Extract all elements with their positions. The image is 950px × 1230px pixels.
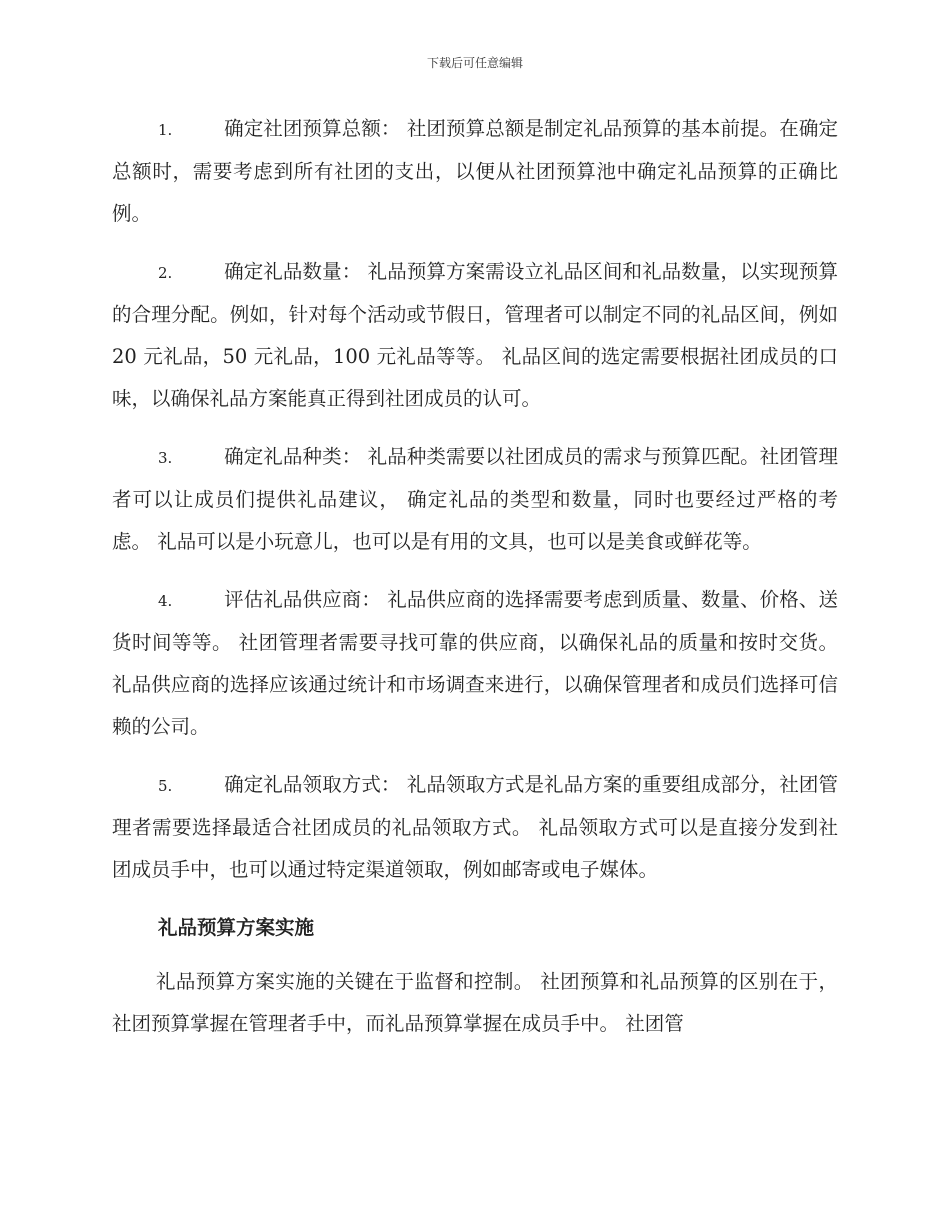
- section-heading: 礼品预算方案实施: [158, 916, 315, 939]
- list-item-number: 3.: [158, 449, 173, 467]
- list-item: [112, 764, 838, 891]
- list-item: [112, 436, 838, 563]
- page-header-watermark: 下载后可任意编辑: [426, 56, 523, 70]
- list-item-number: 1.: [158, 121, 173, 139]
- list-item-number: 5.: [158, 777, 173, 795]
- list-item-text: 确定礼品数量： 礼品预算方案需设立礼品区间和礼品数量，以实现预算的合理分配。例如，针对每个活动或节假日，管理者可以制定不同的礼品区间，例如 20 元礼品，50 元礼品，100 元礼品等等。 礼品区间的选定需要根据社团成员的口味，以确保礼品方案能真正得到社团成员的认可。: [112, 260, 838, 410]
- list-item-text: 确定社团预算总额： 社团预算总额是制定礼品预算的基本前提。在确定总额时，需要考虑到所有社团的支出，以便从社团预算池中确定礼品预算的正确比例。: [112, 117, 838, 225]
- list-item: [112, 579, 838, 748]
- document-body: [112, 108, 838, 1061]
- list-item-text: 确定礼品种类： 礼品种类需要以社团成员的需求与预算匹配。社团管理者可以让成员们提供礼品建议， 确定礼品的类型和数量，同时也要经过严格的考虑。 礼品可以是小玩意儿，也可以是有用的文具，也可以是美食或鲜花等。: [112, 445, 838, 553]
- list-item-number: 4.: [158, 592, 173, 610]
- section-body-text: 礼品预算方案实施的关键在于监督和控制。 社团预算和礼品预算的区别在于， 社团预算掌握在管理者手中，而礼品预算掌握在成员手中。 社团管: [112, 970, 838, 1035]
- list-item: [112, 251, 838, 420]
- list-item-text: 确定礼品领取方式： 礼品领取方式是礼品方案的重要组成部分，社团管理者需要选择最适合社团成员的礼品领取方式。 礼品领取方式可以是直接分发到社团成员手中，也可以通过特定渠道领取，例如邮寄或电子媒体。: [112, 773, 838, 881]
- list-item: [112, 108, 838, 235]
- list-item-number: 2.: [158, 264, 173, 282]
- list-item-text: 评估礼品供应商： 礼品供应商的选择需要考虑到质量、数量、价格、送货时间等等。 社团管理者需要寻找可靠的供应商，以确保礼品的质量和按时交货。 礼品供应商的选择应该通过统计和市场调查来进行，以确保管理者和成员们选择可信赖的公司。: [112, 588, 838, 738]
